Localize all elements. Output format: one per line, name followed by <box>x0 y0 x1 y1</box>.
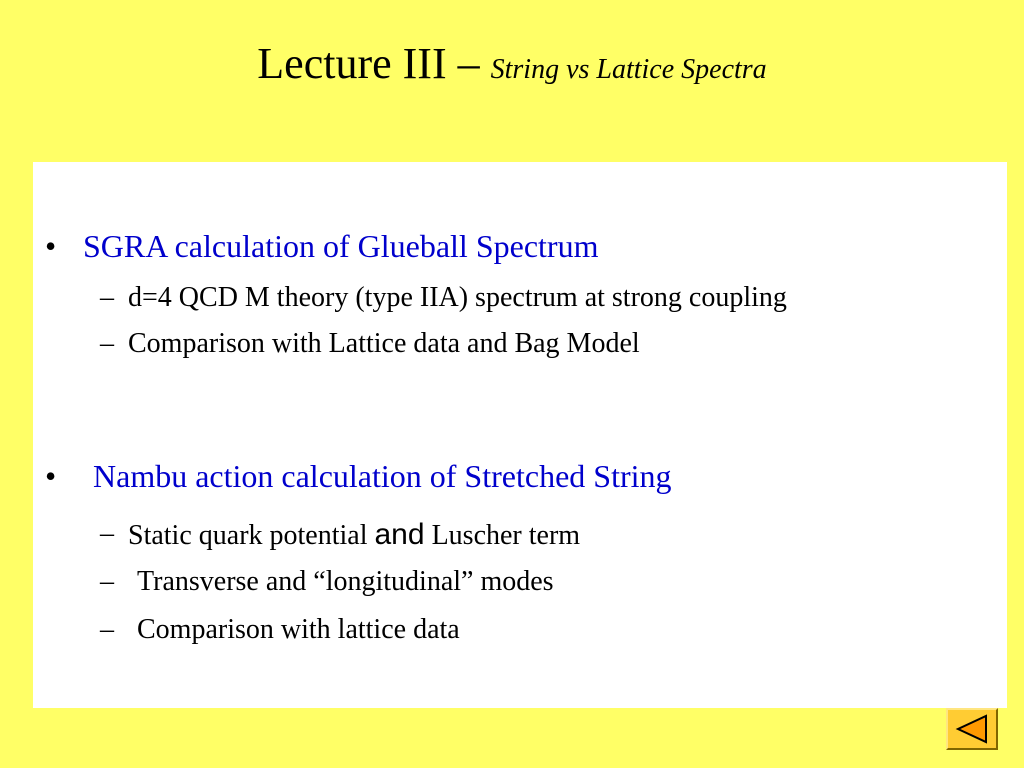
title-subtitle: String vs Lattice Spectra <box>490 54 767 85</box>
sub-item-text <box>128 520 580 550</box>
sub-item-text: Comparison with Lattice data and Bag Model <box>128 328 640 359</box>
dash-icon: – <box>100 328 114 359</box>
bullet-icon: • <box>45 458 57 494</box>
bullet-icon: • <box>45 228 57 264</box>
dash-icon: – <box>100 518 114 549</box>
title-main: Lecture III – <box>257 39 491 88</box>
triangle-left-icon <box>955 714 989 744</box>
sub-item-text-before: Static quark potential <box>128 520 375 551</box>
bullet-heading: Nambu action calculation of Stretched String <box>93 458 672 494</box>
bullet-heading: SGRA calculation of Glueball Spectrum <box>83 228 599 264</box>
dash-icon: – <box>100 566 114 597</box>
back-button[interactable] <box>946 708 998 750</box>
sub-item-text-and: and <box>374 518 425 551</box>
sub-item-text: Comparison with lattice data <box>137 614 460 645</box>
sub-item-text: d=4 QCD M theory (type IIA) spectrum at strong coupling <box>128 282 787 313</box>
sub-item-text-after: Luscher term <box>424 520 581 551</box>
slide-title <box>0 39 1024 88</box>
dash-icon: – <box>100 614 114 645</box>
dash-icon: – <box>100 282 114 313</box>
sub-item-text: Transverse and “longitudinal” modes <box>137 566 554 597</box>
